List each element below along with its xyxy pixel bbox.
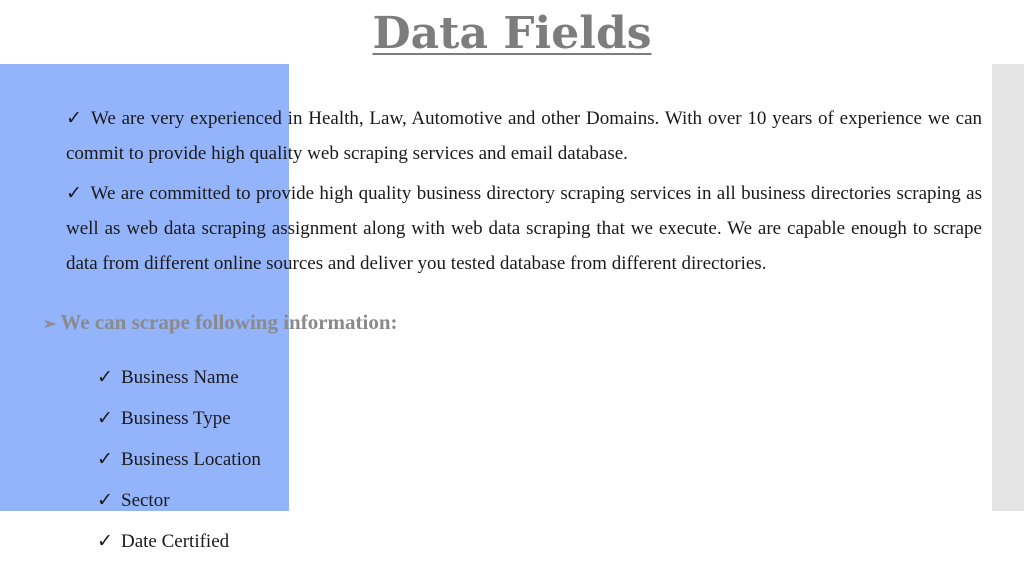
scrape-info-list (97, 362, 261, 567)
checkmark-icon: ✓ (66, 108, 83, 129)
list-item-label: Date Certified (121, 531, 230, 552)
list-item-label: Business Name (121, 367, 239, 388)
slide-title-text: Data Fields (372, 8, 652, 59)
scrape-info-heading-text: We can scrape following information: (60, 310, 398, 334)
list-item-label: Sector (121, 490, 170, 511)
decorative-gray-bar (992, 64, 1024, 511)
checkmark-icon: ✓ (97, 408, 113, 429)
scrape-info-heading (43, 306, 398, 341)
commitment-paragraph-text: We are committed to provide high quality business directory scraping services in all business directories scraping as well as web data scraping assignment along with web data scraping that we execute. We are capable enough to scrape data from different online sources and deliver you tested database from different directories. (66, 183, 982, 274)
list-item-label: Business Type (121, 408, 231, 429)
experience-paragraph-text: We are very experienced in Health, Law, Automotive and other Domains. With over 10 years of experience we can commit to provide high quality web scraping services and email database. (66, 108, 982, 164)
list-item (97, 485, 261, 526)
checkmark-icon: ✓ (97, 449, 113, 470)
checkmark-icon: ✓ (97, 490, 113, 511)
list-item (97, 362, 261, 403)
checkmark-icon: ✓ (97, 531, 113, 552)
arrowhead-bullet-icon: ➢ (43, 316, 57, 333)
commitment-paragraph (66, 176, 982, 281)
experience-paragraph (66, 101, 982, 171)
checkmark-icon: ✓ (66, 183, 83, 204)
list-item (97, 526, 261, 567)
list-item (97, 403, 261, 444)
slide-title (0, 6, 1024, 62)
list-item-label: Business Location (121, 449, 261, 470)
list-item (97, 444, 261, 485)
checkmark-icon: ✓ (97, 367, 113, 388)
